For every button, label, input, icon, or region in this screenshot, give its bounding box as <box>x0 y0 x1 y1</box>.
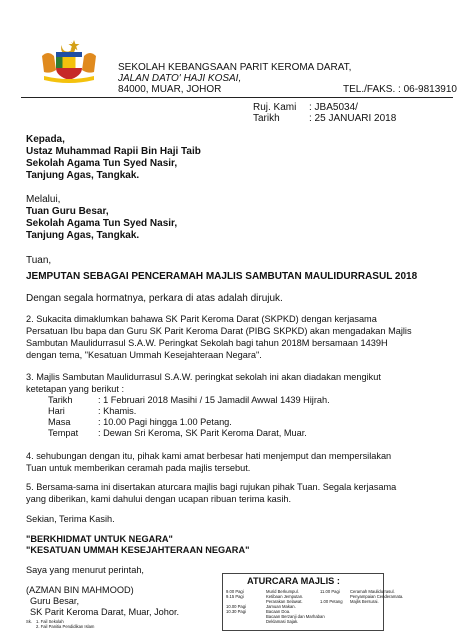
header-divider <box>21 97 453 98</box>
detail-value: : Khamis. <box>98 406 137 416</box>
schedule-title: ATURCARA MAJLIS : <box>247 576 340 586</box>
schedule-activity: Perarakan Selawat. <box>266 599 303 604</box>
date-label: Tarikh <box>253 113 280 124</box>
schedule-time: 10.30 Pagi <box>226 609 247 614</box>
closing: Sekian, Terima Kasih. <box>26 514 115 524</box>
schedule-activity: Jamuan Makan. <box>266 604 296 609</box>
schedule-activity: Ketibaan Jemputan. <box>266 594 304 599</box>
recipient-line: Sekolah Agama Tun Syed Nasir, <box>26 158 178 169</box>
schedule-activity: Bacaan Berzanji dan Marhaban <box>266 614 325 619</box>
detail-label: Masa <box>48 417 71 427</box>
paragraph-2-line: Persatuan Ibu bapa dan Guru SK Parit Keroma Darat (PIBG SKPKD) akan mengadakan Majlis <box>26 326 412 336</box>
schedule-time: 10.00 Pagi <box>226 604 247 609</box>
via-line: Melalui, <box>26 194 61 205</box>
address-line-2: 84000, MUAR, JOHOR <box>118 84 222 95</box>
footnote-label: Sk. <box>26 619 33 624</box>
detail-label: Hari <box>48 406 65 416</box>
paragraph-4-line: 4. sehubungan dengan itu, pihak kami amat berbesar hati menjemput dan mempersilakan <box>26 451 392 461</box>
schedule-activity: Penyampaian Cenderamata. <box>350 594 404 599</box>
footnote-line: 2. Fail Panitia Pendidikan Islam <box>36 624 95 629</box>
paragraph-5-line: 5. Bersama-sama ini disertakan aturcara majlis bagi rujukan pihak Tuan. Segala kerjasama <box>26 482 397 492</box>
schedule-time: 9.00 Pagi <box>226 589 244 594</box>
schedule-activity: Murid Berkumpul. <box>266 589 299 594</box>
motto: "BERKHIDMAT UNTUK NEGARA" <box>26 534 173 544</box>
signatory-school: SK Parit Keroma Darat, Muar, Johor. <box>30 607 180 617</box>
paragraph-5-line: yang diberikan, kami dahului dengan ucapan ribuan terima kasih. <box>26 494 292 504</box>
via-line: Tuan Guru Besar, <box>26 206 109 217</box>
paragraph-4-line: Tuan untuk memberikan ceramah pada majlis tersebut. <box>26 463 251 473</box>
phone-fax: TEL./FAKS. : 06-9813910 <box>343 84 457 95</box>
signatory-title: Guru Besar, <box>30 596 80 606</box>
reference-value: : JBA5034/ <box>309 102 358 113</box>
detail-label: Tempat <box>48 428 79 438</box>
salutation: Tuan, <box>26 255 52 266</box>
via-line: Tanjung Agas, Tangkak. <box>26 230 140 241</box>
detail-label: Tarikh <box>48 395 73 405</box>
schedule-activity: Deklamasi Sajak. <box>266 619 299 624</box>
malaysia-coat-of-arms-icon <box>26 38 112 84</box>
detail-value: : Dewan Sri Keroma, SK Parit Keroma Darat, Muar. <box>98 428 307 438</box>
schedule-activity: Ceramah Maulidurrasul. <box>350 589 395 594</box>
detail-value: : 1 Februari 2018 Masihi / 15 Jamadil Awwal 1439 Hijrah. <box>98 395 330 405</box>
footnote-line: 1. Fail Sekolah <box>36 619 64 624</box>
opening-sentence: Dengan segala hormatnya, perkara di atas adalah dirujuk. <box>26 293 283 304</box>
schedule-time: 9.15 Pagi <box>226 594 244 599</box>
date-value: : 25 JANUARI 2018 <box>309 113 397 124</box>
schedule-time: 11.00 Pagi <box>320 589 340 594</box>
schedule-activity: Bacaan Doa. <box>266 609 291 614</box>
via-line: Sekolah Agama Tun Syed Nasir, <box>26 218 178 229</box>
paragraph-3-line: ketetapan yang berikut : <box>26 384 125 394</box>
sign-off: Saya yang menurut perintah, <box>26 565 144 575</box>
recipient-line: Tanjung Agas, Tangkak. <box>26 170 140 181</box>
address-line-1: JALAN DATO' HAJI KOSAI, <box>118 73 242 84</box>
letter-subject: JEMPUTAN SEBAGAI PENCERAMAH MAJLIS SAMBUTAN MAULIDURRASUL 2018 <box>26 271 418 282</box>
signatory-name: (AZMAN BIN MAHMOOD) <box>26 585 134 595</box>
paragraph-2-line: 2. Sukacita dimaklumkan bahawa SK Parit Keroma Darat (SKPKD) dengan kerjasama <box>26 314 377 324</box>
motto: "KESATUAN UMMAH KESEJAHTERAAN NEGARA" <box>26 545 250 555</box>
recipient-line: Kepada, <box>26 134 65 145</box>
paragraph-3-line: 3. Majlis Sambutan Maulidurrasul S.A.W. peringkat sekolah ini akan diadakan mengikut <box>26 372 381 382</box>
paragraph-2-line: Sambutan Maulidurrasul S.A.W. Peringkat Sekolah bagi tahun 2018M bersamaan 1439H <box>26 338 388 348</box>
school-name: SEKOLAH KEBANGSAAN PARIT KEROMA DARAT, <box>118 62 352 73</box>
schedule-activity: Majlis Bersurai. <box>350 599 379 604</box>
schedule-time: 1.00 Petang <box>320 599 343 604</box>
paragraph-2-line: dengan tema, "Kesatuan Ummah Kesejahteraan Negara". <box>26 350 262 360</box>
reference-label: Ruj. Kami <box>253 102 297 113</box>
detail-value: : 10.00 Pagi hingga 1.00 Petang. <box>98 417 232 427</box>
recipient-name: Ustaz Muhammad Rapii Bin Haji Taib <box>26 146 201 157</box>
